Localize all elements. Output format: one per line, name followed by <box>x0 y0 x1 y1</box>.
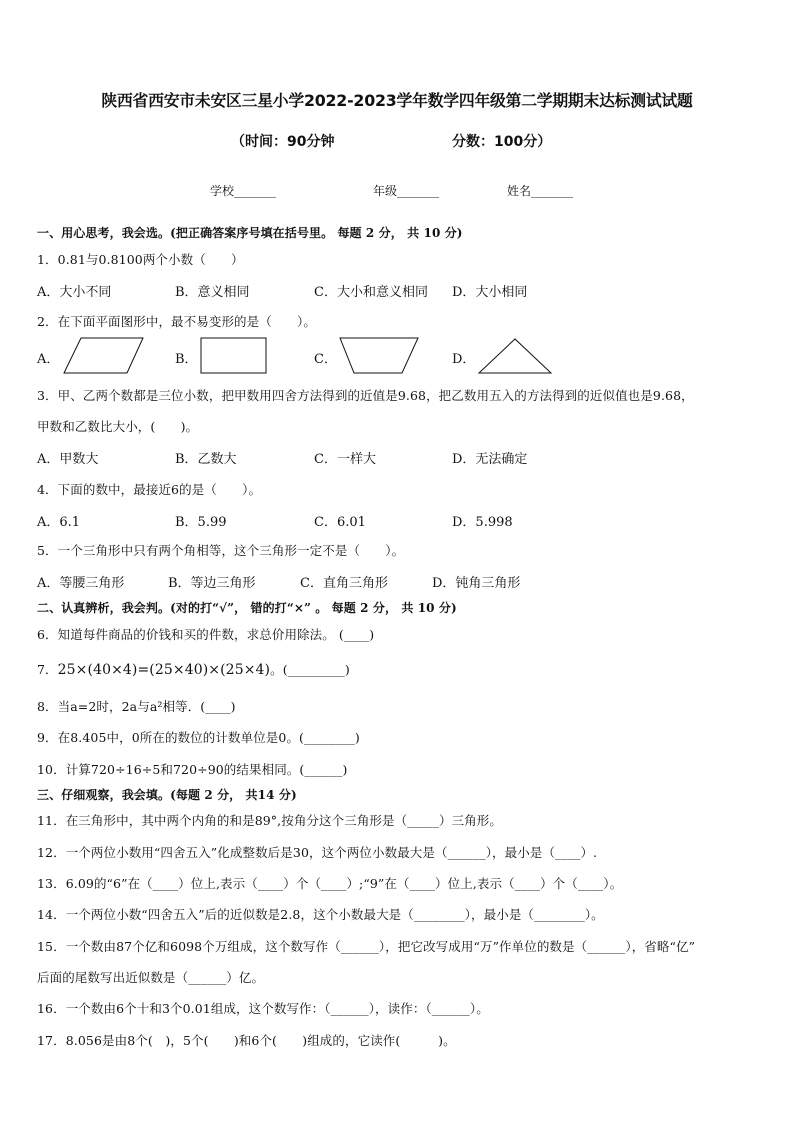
question-11: 11．在三角形中，其中两个内角的和是89°,按角分这个三角形是（_____）三角形。 <box>37 813 502 828</box>
rectangle-shape <box>199 336 279 376</box>
q3-option-a: A．甲数大 <box>37 452 99 467</box>
trapezoid-shape <box>338 336 428 376</box>
q2-option-c <box>314 336 434 376</box>
q1-option-a: A．大小不同 <box>37 285 112 300</box>
q2-option-c-label: C． <box>314 352 337 367</box>
question-4: 4．下面的数中，最接近6的是（ ）。 <box>37 482 262 497</box>
question-6: 6．知道每件商品的价钱和买的件数，求总价用除法。 (____) <box>37 627 375 642</box>
q3-option-b: B．乙数大 <box>175 452 237 467</box>
q1-option-d: D．大小相同 <box>452 285 528 300</box>
triangle-shape <box>476 336 566 376</box>
q4-option-d: D．5.998 <box>452 515 513 530</box>
q3-option-d: D．无法确定 <box>452 452 528 467</box>
q1-option-b: B．意义相同 <box>175 285 250 300</box>
question-9: 9．在8.405中，0所在的数位的计数单位是0。(________) <box>37 730 360 745</box>
q2-option-b-label: B． <box>175 352 198 367</box>
q4-option-b: B．5.99 <box>175 515 227 530</box>
question-7 <box>37 660 350 678</box>
question-16: 16．一个数由6个十和3个0.01组成，这个数写作：（______），读作：（______）。 <box>37 1001 489 1016</box>
q2-option-a-label: A． <box>37 352 60 367</box>
parallelogram-shape <box>61 336 151 376</box>
question-7-equation: 25×(40×4)=(25×40)×(25×4) <box>57 662 271 678</box>
q2-option-d <box>452 336 572 376</box>
exam-score: 分数：100分） <box>452 134 552 150</box>
question-2: 2．在下面平面图形中，最不易变形的是（ ）。 <box>37 314 317 329</box>
exam-time: （时间：90分钟 <box>231 134 335 150</box>
question-3-line-2: 甲数和乙数比大小，( )。 <box>37 419 199 434</box>
q3-option-c: C．一样大 <box>314 452 376 467</box>
section-1-heading: 一、用心思考，我会选。(把正确答案序号填在括号里。 每题 2 分， 共 10 分) <box>37 226 463 240</box>
question-14: 14．一个两位小数“四舍五入”后的近似数是2.8，这个小数最大是（________），最小是（________）。 <box>37 907 604 922</box>
question-5: 5．一个三角形中只有两个角相等，这个三角形一定不是（ ）。 <box>37 543 405 558</box>
q5-option-c: C．直角三角形 <box>300 576 388 591</box>
question-7-blank: 。(_________) <box>270 662 350 677</box>
q1-option-c: C．大小和意义相同 <box>314 285 428 300</box>
question-10: 10．计算720÷16÷5和720÷90的结果相同。(______) <box>37 762 348 777</box>
question-17: 17．8.056是由8个( )，5个( )和6个( )组成的，它读作( )。 <box>37 1033 456 1048</box>
section-3-heading: 三、仔细观察，我会填。(每题 2 分， 共14 分) <box>37 788 297 802</box>
q2-option-b <box>175 336 295 376</box>
section-2-heading: 二、认真辨析，我会判。(对的打“√”， 错的打“×” 。 每题 2 分， 共 10 分) <box>37 601 457 615</box>
grade-field: 年级_______ <box>373 184 440 198</box>
question-7-number: 7． <box>37 662 58 677</box>
name-field: 姓名_______ <box>507 184 574 198</box>
q5-option-b: B．等边三角形 <box>168 576 256 591</box>
question-12: 12．一个两位小数用“四舍五入”化成整数后是30，这个两位小数最大是（______），最小是（____）. <box>37 845 598 860</box>
question-3-line-1: 3．甲、乙两个数都是三位小数，把甲数用四舍方法得到的近值是9.68，把乙数用五入的方法得到的近似值也是9.68， <box>37 388 694 403</box>
question-1: 1．0.81与0.8100两个小数（ ） <box>37 252 244 267</box>
q5-option-d: D．钝角三角形 <box>432 576 521 591</box>
q5-option-a: A．等腰三角形 <box>37 576 125 591</box>
exam-title: 陕西省西安市未安区三星小学2022-2023学年数学四年级第二学期期末达标测试试题 <box>101 91 693 110</box>
q2-option-a <box>37 336 157 376</box>
question-15-line-2: 后面的尾数写出近似数是（______）亿。 <box>37 970 265 985</box>
question-15-line-1: 15．一个数由87个亿和6098个万组成，这个数写作（______），把它改写成用“万”作单位的数是（______），省略“亿” <box>37 939 696 954</box>
question-8: 8．当a=2时，2a与a²相等．(____) <box>37 699 236 714</box>
question-13: 13．6.09的“6”在（____）位上,表示（____）个（____）;“9”在（____）位上,表示（____）个（____）。 <box>37 876 623 891</box>
q2-option-d-label: D． <box>452 352 476 367</box>
q4-option-c: C．6.01 <box>314 515 366 530</box>
school-field: 学校_______ <box>210 184 277 198</box>
q4-option-a: A．6.1 <box>37 515 81 530</box>
